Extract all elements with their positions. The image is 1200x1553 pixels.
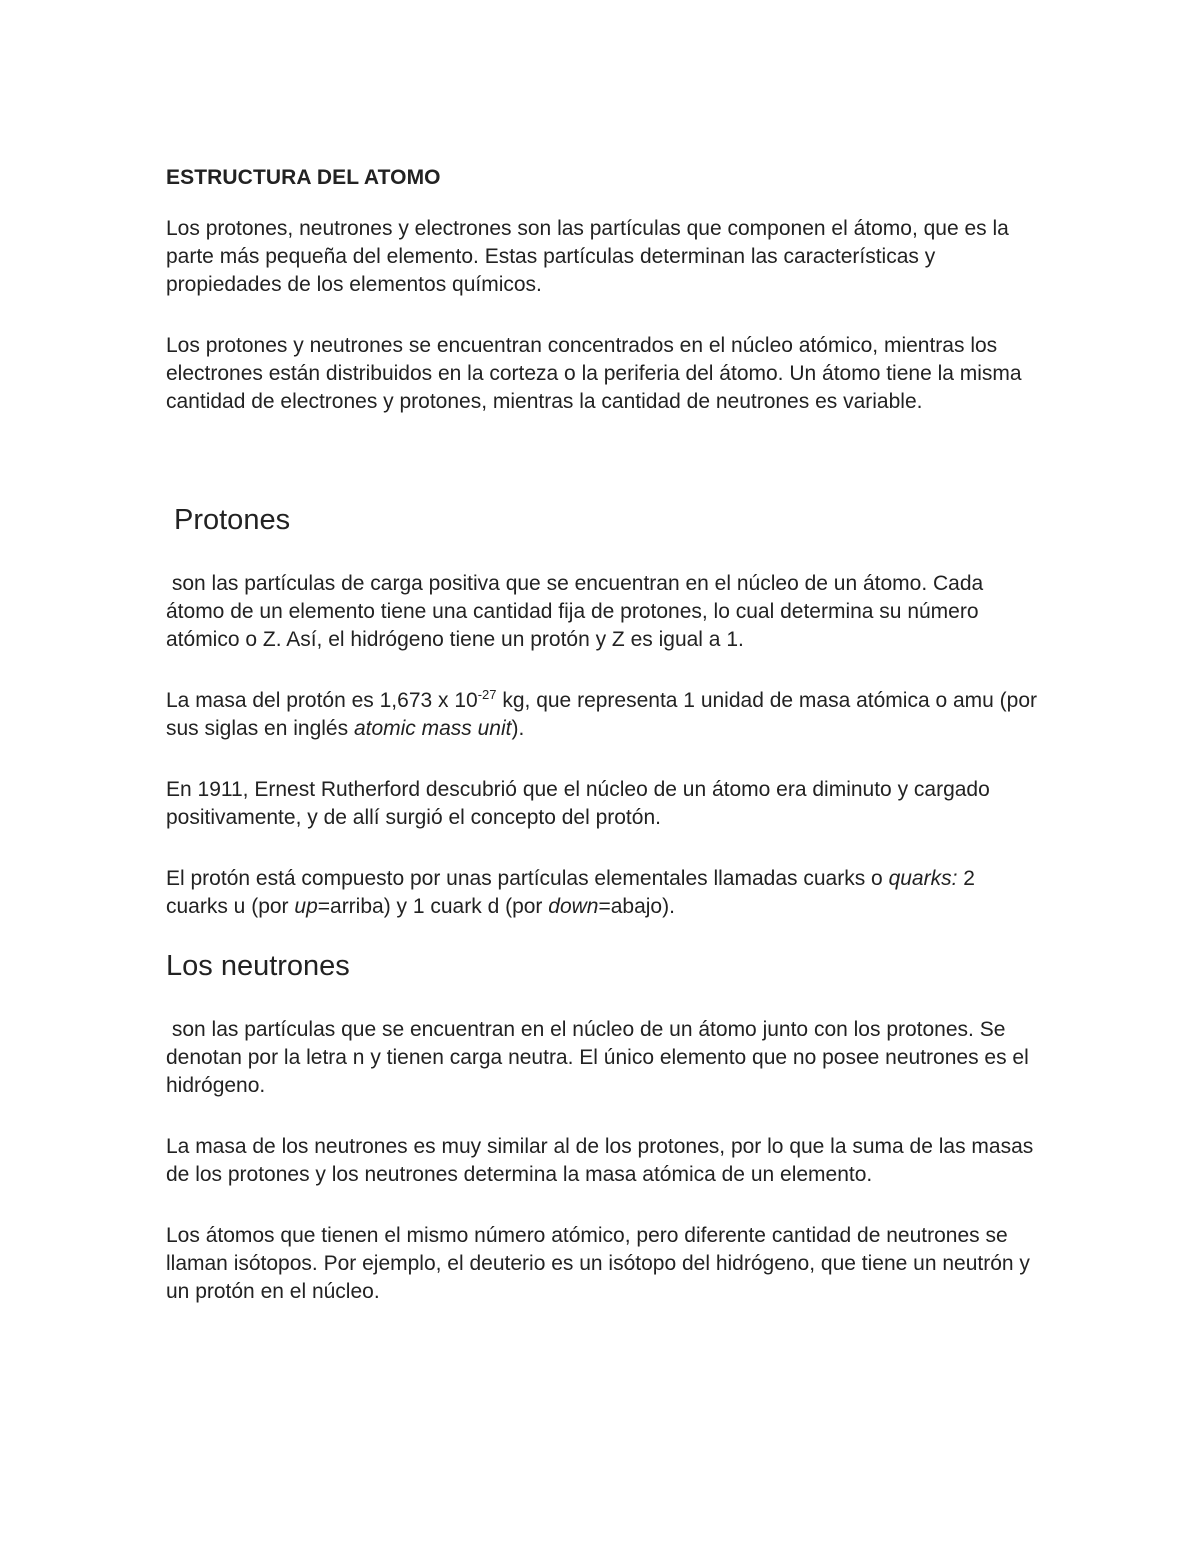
down-term: down <box>548 895 599 918</box>
neutron-letter: n <box>352 1046 365 1069</box>
protones-paragraph-3: En 1911, Ernest Rutherford descubrió que el núcleo de un átomo era diminuto y cargado positivamente, y de allí surgió el concepto del protón. <box>166 778 990 829</box>
intro-paragraph-1: Los protones, neutrones y electrones son las partículas que componen el átomo, que es la parte más pequeña del elemento. Estas partículas determinan las características y propiedades de los elementos químicos. <box>166 217 1009 296</box>
amu-term: atomic mass unit <box>353 717 512 740</box>
document-body <box>166 163 1041 1306</box>
protones-heading: Protones <box>174 504 291 536</box>
protones-paragraph-4 <box>166 865 1041 921</box>
quarks-text: El protón está compuesto por unas partículas elementales llamadas cuarks o <box>166 867 889 890</box>
proton-mass-text-end: ). <box>511 717 525 740</box>
neutrones-paragraph-3: Los átomos que tienen el mismo número atómico, pero diferente cantidad de neutrones se llaman isótopos. Por ejemplo, el deuterio es un isótopo del hidrógeno, que tiene un neutrón y un protón en el núcleo. <box>166 1224 1030 1303</box>
neutrones-heading: Los neutrones <box>166 950 350 982</box>
neutron-text-cont: y tienen carga neutra. El único elemento que no posee neutrones es el hidrógeno. <box>166 1046 1035 1097</box>
protones-paragraph-1: son las partículas de carga positiva que se encuentran en el núcleo de un átomo. Cada átomo de un elemento tiene una cantidad fija de protones, lo cual determina su número atómico o Z. Así, el hidrógeno tiene un protón y Z es igual a 1. <box>166 572 990 651</box>
proton-mass-text: La masa del protón es 1,673 x 10 <box>166 689 478 712</box>
protones-paragraph-2 <box>166 687 1041 743</box>
neutrones-paragraph-2: La masa de los neutrones es muy similar al de los protones, por lo que la suma de las masas de los protones y los neutrones determina la masa atómica de un elemento. <box>166 1135 1034 1186</box>
quarks-text-cont: 2 cuarks u (por <box>166 867 975 918</box>
quarks-text-end: =abajo). <box>598 895 675 918</box>
neutrones-paragraph-1 <box>166 1016 1041 1100</box>
quarks-text-cont-2: =arriba) y 1 cuark d (por <box>317 895 549 918</box>
up-term: up <box>294 895 318 918</box>
intro-paragraph-2: Los protones y neutrones se encuentran concentrados en el núcleo atómico, mientras los electrones están distribuidos en la corteza o la periferia del átomo. Un átomo tiene la misma cantidad de electrones y protones, mientras la cantidad de neutrones es variable. <box>166 334 1022 413</box>
proton-mass-text-cont: kg, que representa 1 unidad de masa atómica o amu (por sus siglas en inglés <box>166 689 1037 740</box>
neutron-text: son las partículas que se encuentran en el núcleo de un átomo junto con los protones. Se denotan por la letra <box>166 1018 1012 1069</box>
exponent: -27 <box>477 687 497 702</box>
document-title: ESTRUCTURA DEL ATOMO <box>166 166 441 189</box>
quarks-term: quarks: <box>888 867 958 890</box>
